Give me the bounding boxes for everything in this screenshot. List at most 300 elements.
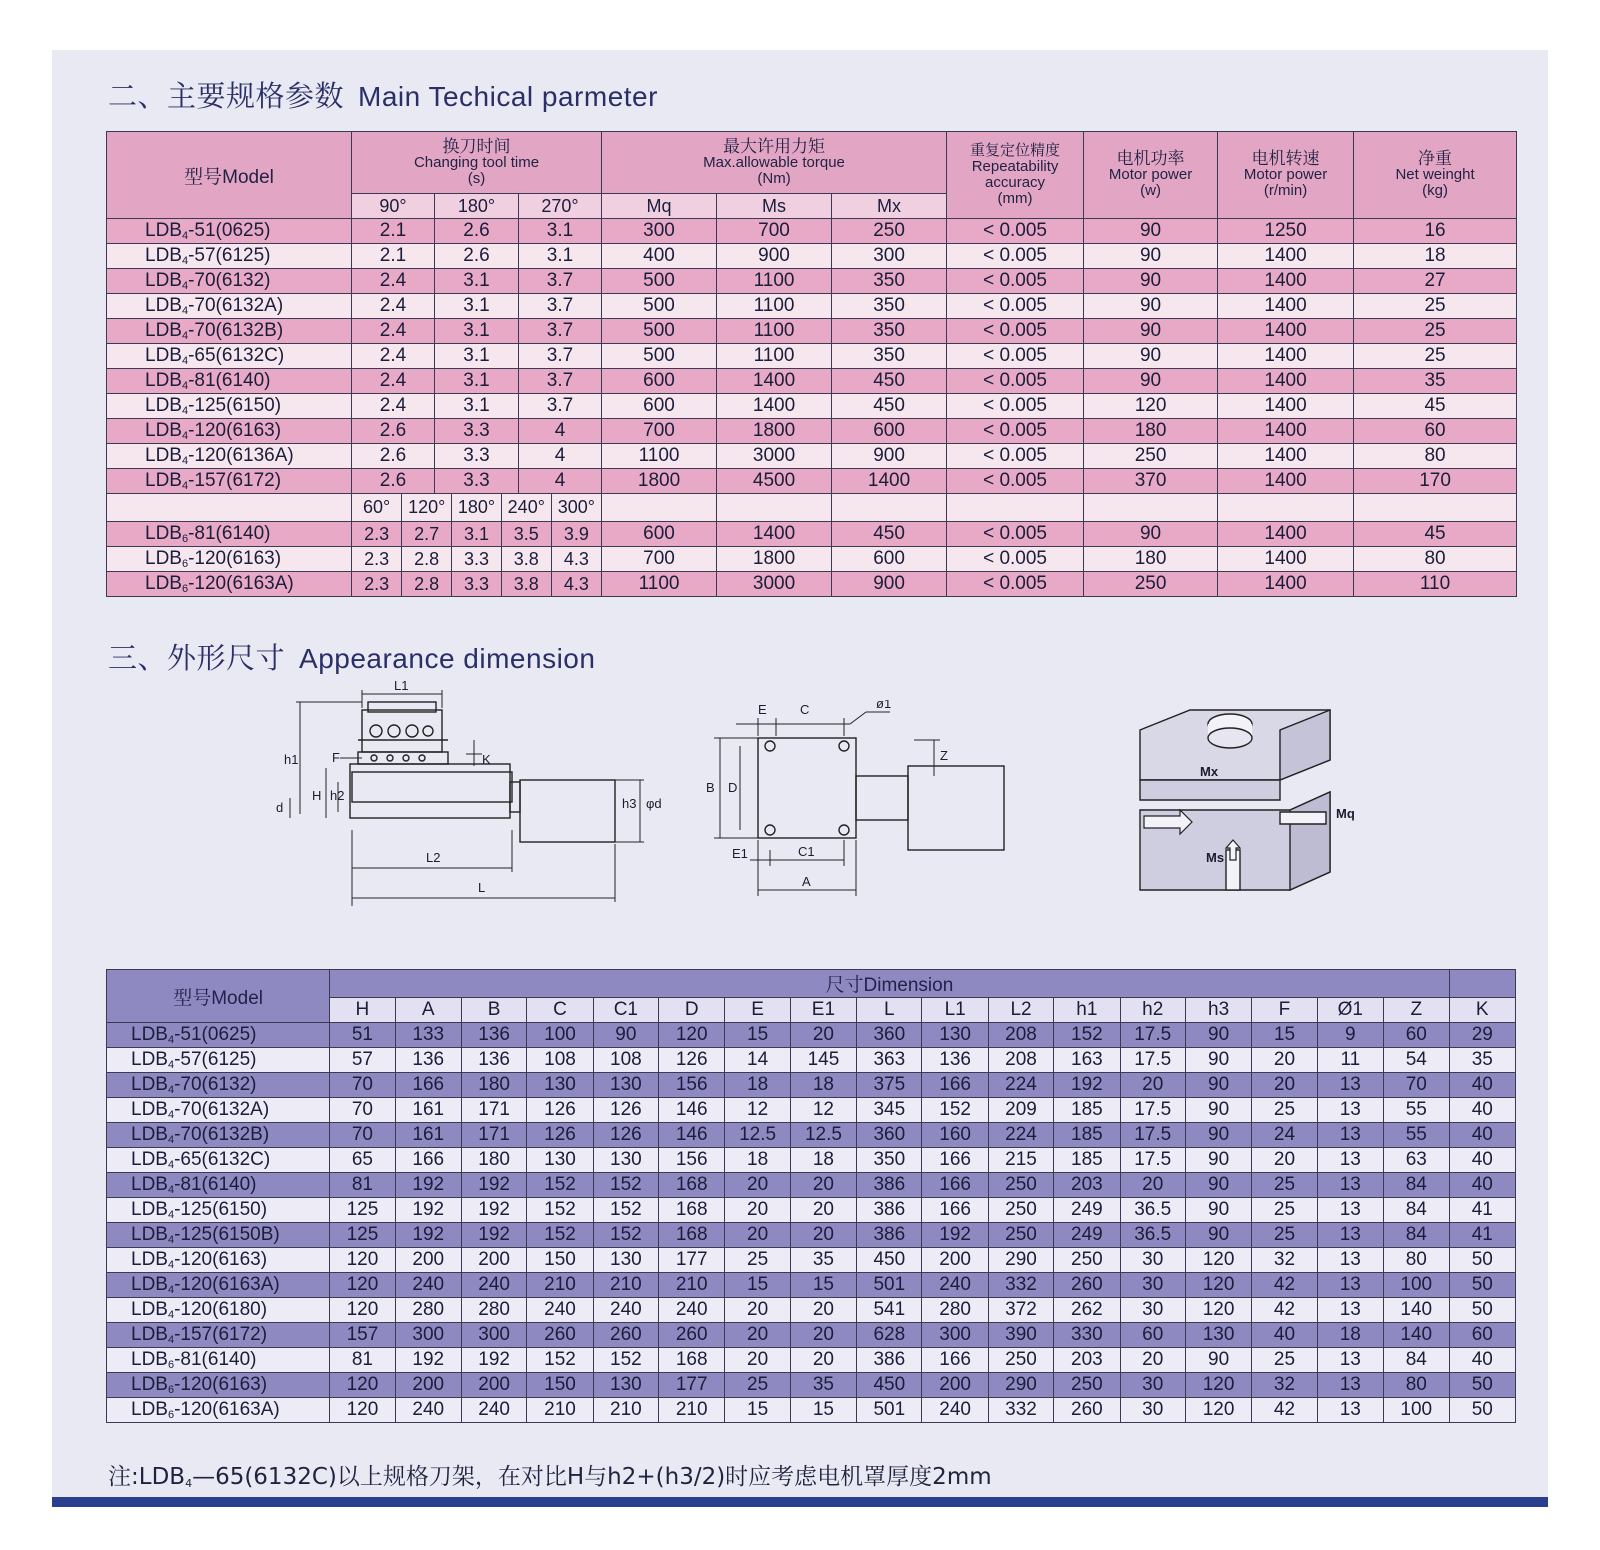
dim-value-cell: 136 [395, 1048, 461, 1073]
header-torque-mq: Mq [602, 194, 717, 219]
separator-cell [1084, 494, 1218, 522]
label-D: D [728, 780, 738, 795]
dim-value-cell: 215 [988, 1148, 1053, 1173]
spec-power-cell: 90 [1084, 319, 1218, 344]
spec-accuracy-cell: < 0.005 [947, 444, 1084, 469]
dim-value-cell: 20 [1120, 1348, 1185, 1373]
dim-value-cell: 81 [330, 1173, 395, 1198]
dim-row [107, 1173, 1516, 1198]
spec-power-cell: 180 [1084, 419, 1218, 444]
dim-model-cell [107, 1173, 330, 1198]
dim-value-cell: 350 [857, 1148, 922, 1173]
dim-value-cell: 18 [790, 1148, 856, 1173]
spec-time-cell: 2.4 [352, 344, 435, 369]
dim-value-cell: 210 [659, 1273, 725, 1298]
model-suffix: -125(6150B) [174, 1224, 280, 1245]
model-prefix: LDB [131, 1049, 168, 1070]
dim-value-cell: 180 [461, 1073, 526, 1098]
dim-value-cell: 152 [593, 1348, 658, 1373]
spec-accuracy-cell: < 0.005 [947, 269, 1084, 294]
dim-value-cell: 250 [1054, 1248, 1120, 1273]
dim-value-cell: 192 [922, 1223, 988, 1248]
separator-cell [717, 494, 832, 522]
model-sub: 4 [167, 1184, 175, 1196]
spec-ms-cell: 1400 [717, 369, 832, 394]
dim-value-cell: 90 [1185, 1223, 1251, 1248]
spec-mx-cell: 350 [832, 269, 947, 294]
spec-time-cell: 3.1 [435, 369, 519, 394]
label-C: C [800, 702, 810, 717]
dim-value-cell: 125 [330, 1198, 395, 1223]
dim-value-cell: 130 [527, 1073, 593, 1098]
dim-column-header: h3 [1185, 998, 1251, 1023]
dim-value-cell: 15 [725, 1273, 790, 1298]
dim-value-cell: 9 [1317, 1023, 1383, 1048]
label-h2: h2 [330, 788, 345, 803]
dim-value-cell: 20 [725, 1223, 790, 1248]
dim-value-cell: 260 [593, 1323, 658, 1348]
dim-value-cell: 280 [922, 1298, 988, 1323]
dim-value-cell: 290 [988, 1373, 1053, 1398]
model-sub: 6 [167, 1409, 175, 1421]
dim-value-cell: 166 [922, 1348, 988, 1373]
dim-value-cell: 40 [1449, 1148, 1515, 1173]
note-sub: 4 [185, 1477, 193, 1490]
dim-value-cell: 200 [922, 1373, 988, 1398]
spec-mq-cell: 500 [602, 294, 717, 319]
dim-value-cell: 90 [1185, 1048, 1251, 1073]
spec-model-cell [107, 294, 352, 319]
dim-value-cell: 192 [1054, 1073, 1120, 1098]
dim-value-cell: 12.5 [790, 1123, 856, 1148]
dim-value-cell: 120 [330, 1298, 395, 1323]
dim-value-cell: 166 [922, 1173, 988, 1198]
section-title-cn: 二、主要规格参数 [108, 79, 345, 113]
spec-speed-cell: 1400 [1218, 344, 1354, 369]
spec-model-cell [107, 419, 352, 444]
spec-time-cell: 3.3 [435, 469, 519, 494]
dim-value-cell: 136 [922, 1048, 988, 1073]
dim-value-cell: 126 [659, 1048, 725, 1073]
model-prefix: LDB [145, 270, 182, 291]
dim-value-cell: 386 [857, 1348, 922, 1373]
spec-mx-cell: 350 [832, 294, 947, 319]
dim-value-cell: 240 [922, 1398, 988, 1423]
spec-time-cell: 2.4 [352, 394, 435, 419]
dim-value-cell: 375 [857, 1073, 922, 1098]
dim-value-cell: 100 [1383, 1398, 1449, 1423]
spec-ms-cell: 1800 [717, 547, 832, 572]
dim-row [107, 1098, 1516, 1123]
dim-value-cell: 90 [1185, 1173, 1251, 1198]
spec-weight-cell: 25 [1354, 294, 1517, 319]
dim-column-header: Ø1 [1317, 998, 1383, 1023]
spec-time-cell: 4.3 [551, 547, 601, 571]
spec-mq-cell: 1800 [602, 469, 717, 494]
dim-value-cell: 280 [395, 1298, 461, 1323]
dim-value-cell: 386 [857, 1223, 922, 1248]
dim-value-cell: 55 [1383, 1098, 1449, 1123]
dim-value-cell: 51 [330, 1023, 395, 1048]
model-sub: 4 [181, 355, 189, 367]
spec-time-cell: 2.4 [352, 269, 435, 294]
dim-value-cell: 390 [988, 1323, 1053, 1348]
spec-speed-cell: 1400 [1218, 269, 1354, 294]
model-sub: 4 [181, 230, 189, 242]
model-sub: 4 [181, 305, 189, 317]
dim-value-cell: 12 [725, 1098, 790, 1123]
dim-value-cell: 260 [659, 1323, 725, 1348]
model-prefix: LDB [131, 1174, 168, 1195]
spec-mq-cell: 1100 [602, 444, 717, 469]
dim-value-cell: 240 [461, 1398, 526, 1423]
dim-value-cell: 25 [725, 1373, 790, 1398]
model-suffix: -65(6132C) [188, 345, 285, 366]
dim-value-cell: 210 [659, 1398, 725, 1423]
model-sub: 4 [167, 1309, 175, 1321]
dim-value-cell: 15 [725, 1398, 790, 1423]
model-suffix: -120(6163A) [174, 1399, 280, 1420]
separator-cell [832, 494, 947, 522]
section-title-specs [108, 74, 658, 115]
dim-value-cell: 13 [1317, 1398, 1383, 1423]
separator-cell [1218, 494, 1354, 522]
dim-model-cell [107, 1023, 330, 1048]
spec-power-cell: 120 [1084, 394, 1218, 419]
dim-value-cell: 20 [790, 1348, 856, 1373]
dim-value-cell: 140 [1383, 1323, 1449, 1348]
spec-mx-cell: 600 [832, 547, 947, 572]
model-sub: 4 [167, 1034, 175, 1046]
dim-value-cell: 171 [461, 1123, 526, 1148]
spec-row [107, 522, 1517, 547]
spec-time-cell: 3.8 [501, 572, 551, 596]
dim-row [107, 1398, 1516, 1423]
dim-row [107, 1123, 1516, 1148]
dim-value-cell: 108 [593, 1048, 658, 1073]
spec-mx-cell: 300 [832, 244, 947, 269]
label-C1: C1 [798, 844, 815, 859]
model-suffix: -70(6132) [174, 1074, 257, 1095]
dim-value-cell: 262 [1054, 1298, 1120, 1323]
dim-value-cell: 200 [922, 1248, 988, 1273]
spec-speed-cell: 1400 [1218, 319, 1354, 344]
spec-time-cell: 3.1 [452, 522, 502, 546]
dim-value-cell: 192 [395, 1223, 461, 1248]
spec-time-cell: 3.7 [519, 269, 602, 294]
spec-time-cell: 3.1 [519, 244, 602, 269]
spec-time-cell: 2.7 [402, 522, 452, 546]
dim-value-cell: 130 [593, 1073, 658, 1098]
model-prefix: LDB [131, 1324, 168, 1345]
dim-value-cell: 168 [659, 1348, 725, 1373]
dim-value-cell: 13 [1317, 1173, 1383, 1198]
section-title-cn: 三、外形尺寸 [108, 641, 286, 675]
spec-model-cell [107, 319, 352, 344]
dim-value-cell: 208 [988, 1023, 1053, 1048]
spec-speed-cell: 1400 [1218, 547, 1354, 572]
dim-value-cell: 84 [1383, 1198, 1449, 1223]
dim-value-cell: 36.5 [1120, 1223, 1185, 1248]
dim-column-header: E1 [790, 998, 856, 1023]
spec-time-cell: 3.8 [501, 547, 551, 571]
spec-mq-cell: 500 [602, 269, 717, 294]
dim-value-cell: 210 [593, 1398, 658, 1423]
dim-value-cell: 345 [857, 1098, 922, 1123]
dim-value-cell: 192 [395, 1198, 461, 1223]
spec-time-cell: 3.7 [519, 344, 602, 369]
spec-ms-cell: 4500 [717, 469, 832, 494]
spec-mx-cell: 450 [832, 369, 947, 394]
model-prefix: LDB [131, 1124, 168, 1145]
model-suffix: -51(0625) [188, 220, 271, 241]
header-accuracy: 重复定位精度 Repeatability accuracy (mm) [947, 132, 1084, 219]
spec-mq-cell: 500 [602, 319, 717, 344]
dim-value-cell: 360 [857, 1023, 922, 1048]
dim-value-cell: 152 [593, 1223, 658, 1248]
spec-speed-cell: 1400 [1218, 469, 1354, 494]
dim-value-cell: 300 [461, 1323, 526, 1348]
spec-power-cell: 180 [1084, 547, 1218, 572]
spec-weight-cell: 45 [1354, 394, 1517, 419]
dim-value-cell: 330 [1054, 1323, 1120, 1348]
spec-mq-cell: 400 [602, 244, 717, 269]
dim-value-cell: 15 [725, 1023, 790, 1048]
model-sub: 4 [181, 405, 189, 417]
dim-value-cell: 224 [988, 1123, 1053, 1148]
dim-value-cell: 40 [1449, 1098, 1515, 1123]
dim-value-cell: 20 [725, 1323, 790, 1348]
spec-mx-cell: 900 [832, 572, 947, 597]
spec-ms-cell: 1400 [717, 522, 832, 547]
dim-value-cell: 130 [922, 1023, 988, 1048]
dim-value-cell: 120 [330, 1273, 395, 1298]
header-angle: 300° [551, 494, 601, 521]
dim-value-cell: 152 [593, 1198, 658, 1223]
dim-value-cell: 13 [1317, 1298, 1383, 1323]
header-angle: 180° [435, 194, 519, 219]
label-d: d [276, 800, 284, 815]
model-suffix: -120(6163A) [188, 573, 294, 594]
model-sub: 4 [167, 1284, 175, 1296]
dim-value-cell: 25 [1252, 1348, 1317, 1373]
dim-value-cell: 200 [461, 1248, 526, 1273]
dim-value-cell: 84 [1383, 1348, 1449, 1373]
model-suffix: -120(6163) [174, 1374, 268, 1395]
spec-mq-cell: 300 [602, 219, 717, 244]
spec-time-cell: 3.1 [435, 344, 519, 369]
dim-value-cell: 120 [330, 1398, 395, 1423]
model-sub: 4 [181, 330, 189, 342]
header-model: 型号Model [107, 132, 352, 219]
dim-value-cell: 70 [1383, 1073, 1449, 1098]
spec-weight-cell: 60 [1354, 419, 1517, 444]
dim-value-cell: 150 [527, 1248, 593, 1273]
dim-value-cell: 20 [725, 1198, 790, 1223]
spec-ms-cell: 700 [717, 219, 832, 244]
dim-value-cell: 125 [330, 1223, 395, 1248]
model-sub: 6 [181, 583, 189, 595]
model-suffix: -157(6172) [188, 470, 282, 491]
dim-column-header: D [659, 998, 725, 1023]
model-sub: 4 [181, 430, 189, 442]
model-sub: 4 [167, 1234, 175, 1246]
model-sub: 4 [167, 1109, 175, 1121]
spec-weight-cell: 110 [1354, 572, 1517, 597]
spec-ms-cell: 1100 [717, 344, 832, 369]
dim-value-cell: 12.5 [725, 1123, 790, 1148]
dim-value-cell: 120 [330, 1373, 395, 1398]
dim-value-cell: 168 [659, 1198, 725, 1223]
dim-value-cell: 130 [593, 1248, 658, 1273]
dim-value-cell: 450 [857, 1248, 922, 1273]
dim-model-cell [107, 1123, 330, 1148]
dim-value-cell: 126 [527, 1098, 593, 1123]
spec-accuracy-cell: < 0.005 [947, 319, 1084, 344]
dim-model-cell [107, 1273, 330, 1298]
label-Mx: Mx [1200, 764, 1219, 779]
dim-value-cell: 20 [790, 1298, 856, 1323]
spec-row [107, 572, 1517, 597]
model-sub: 4 [181, 380, 189, 392]
model-sub: 4 [181, 255, 189, 267]
dim-model-cell [107, 1323, 330, 1348]
dim-value-cell: 13 [1317, 1223, 1383, 1248]
dim-value-cell: 185 [1054, 1098, 1120, 1123]
spec-ms-cell: 1400 [717, 394, 832, 419]
header-torque: 最大许用力矩 Max.allowable torque (Nm) [602, 132, 947, 194]
dim-value-cell: 60 [1383, 1023, 1449, 1048]
spec-model-cell [107, 469, 352, 494]
spec-model-cell [107, 444, 352, 469]
model-suffix: -120(6180) [174, 1299, 268, 1320]
dim-value-cell: 20 [790, 1323, 856, 1348]
dim-value-cell: 13 [1317, 1148, 1383, 1173]
header-net-weight: 净重 Net weinght (kg) [1354, 132, 1517, 219]
dim-value-cell: 50 [1449, 1248, 1515, 1273]
dim-value-cell: 140 [1383, 1298, 1449, 1323]
dim-value-cell: 290 [988, 1248, 1053, 1273]
dim-value-cell: 541 [857, 1298, 922, 1323]
spec-power-cell: 90 [1084, 269, 1218, 294]
dim-value-cell: 100 [1383, 1273, 1449, 1298]
model-prefix: LDB [131, 1349, 168, 1370]
dim-value-cell: 20 [790, 1223, 856, 1248]
header-torque-mx: Mx [832, 194, 947, 219]
spec-time-cell: 2.1 [352, 244, 435, 269]
dim-row [107, 1198, 1516, 1223]
spec-weight-cell: 80 [1354, 444, 1517, 469]
spec-accuracy-cell: < 0.005 [947, 547, 1084, 572]
dim-value-cell: 36.5 [1120, 1198, 1185, 1223]
model-suffix: -57(6125) [188, 245, 271, 266]
dim-value-cell: 18 [790, 1073, 856, 1098]
spec-power-cell: 370 [1084, 469, 1218, 494]
model-suffix: -120(6163) [174, 1249, 268, 1270]
model-prefix: LDB [145, 295, 182, 316]
dim-value-cell: 160 [922, 1123, 988, 1148]
label-h1: h1 [284, 752, 299, 767]
dim-value-cell: 40 [1252, 1323, 1317, 1348]
spec-model-cell [107, 344, 352, 369]
dim-column-header: B [461, 998, 526, 1023]
dim-row [107, 1373, 1516, 1398]
dim-value-cell: 50 [1449, 1398, 1515, 1423]
spec-mq-cell: 600 [602, 394, 717, 419]
model-prefix: LDB [145, 370, 182, 391]
dim-value-cell: 13 [1317, 1098, 1383, 1123]
label-Ms: Ms [1206, 850, 1225, 865]
dim-value-cell: 90 [1185, 1123, 1251, 1148]
dim-value-cell: 300 [922, 1323, 988, 1348]
dim-value-cell: 177 [659, 1248, 725, 1273]
dim-value-cell: 133 [395, 1023, 461, 1048]
dim-value-cell: 41 [1449, 1198, 1515, 1223]
dim-value-cell: 30 [1120, 1398, 1185, 1423]
dim-value-cell: 156 [659, 1148, 725, 1173]
model-sub: 4 [167, 1134, 175, 1146]
spec-model-cell [107, 547, 352, 572]
dim-value-cell: 35 [790, 1373, 856, 1398]
spec-power-cell: 250 [1084, 572, 1218, 597]
dim-value-cell: 249 [1054, 1198, 1120, 1223]
model-suffix: -120(6163) [188, 548, 282, 569]
spec-accuracy-cell: < 0.005 [947, 394, 1084, 419]
spec-time-cell: 3.3 [435, 419, 519, 444]
model-suffix: -125(6150) [188, 395, 282, 416]
dim-value-cell: 20 [1252, 1148, 1317, 1173]
dim-column-header: E [725, 998, 790, 1023]
dim-value-cell: 20 [1120, 1073, 1185, 1098]
model-suffix: -57(6125) [174, 1049, 257, 1070]
spec-time-cell: 2.3 [352, 572, 402, 596]
dim-value-cell: 30 [1120, 1373, 1185, 1398]
dim-value-cell: 210 [527, 1398, 593, 1423]
dim-value-cell: 250 [988, 1198, 1053, 1223]
label-L1: L1 [394, 680, 409, 693]
dim-value-cell: 185 [1054, 1123, 1120, 1148]
dim-column-header: F [1252, 998, 1317, 1023]
spec-time-cell: 3.3 [452, 572, 502, 596]
spec-ms-cell: 3000 [717, 572, 832, 597]
model-sub: 6 [167, 1384, 175, 1396]
dim-value-cell: 300 [395, 1323, 461, 1348]
dim-value-cell: 130 [1185, 1323, 1251, 1348]
dim-value-cell: 192 [461, 1173, 526, 1198]
dim-value-cell: 80 [1383, 1248, 1449, 1273]
spec-power-cell: 90 [1084, 522, 1218, 547]
dim-value-cell: 156 [659, 1073, 725, 1098]
dim-value-cell: 14 [725, 1048, 790, 1073]
dim-row [107, 1248, 1516, 1273]
dim-value-cell: 166 [922, 1148, 988, 1173]
spec-ms-cell: 1100 [717, 269, 832, 294]
dim-value-cell: 13 [1317, 1198, 1383, 1223]
dim-value-cell: 203 [1054, 1173, 1120, 1198]
spec-time-cell: 3.1 [435, 269, 519, 294]
dim-header-model: 型号Model [107, 970, 330, 1023]
dim-value-cell: 41 [1449, 1223, 1515, 1248]
dim-value-cell: 20 [1120, 1173, 1185, 1198]
spec-speed-cell: 1400 [1218, 244, 1354, 269]
dim-value-cell: 386 [857, 1198, 922, 1223]
spec-row [107, 369, 1517, 394]
spec-accuracy-cell: < 0.005 [947, 419, 1084, 444]
spec-ms-cell: 3000 [717, 444, 832, 469]
dim-value-cell: 120 [1185, 1398, 1251, 1423]
dim-value-cell: 152 [527, 1173, 593, 1198]
dim-value-cell: 203 [1054, 1348, 1120, 1373]
